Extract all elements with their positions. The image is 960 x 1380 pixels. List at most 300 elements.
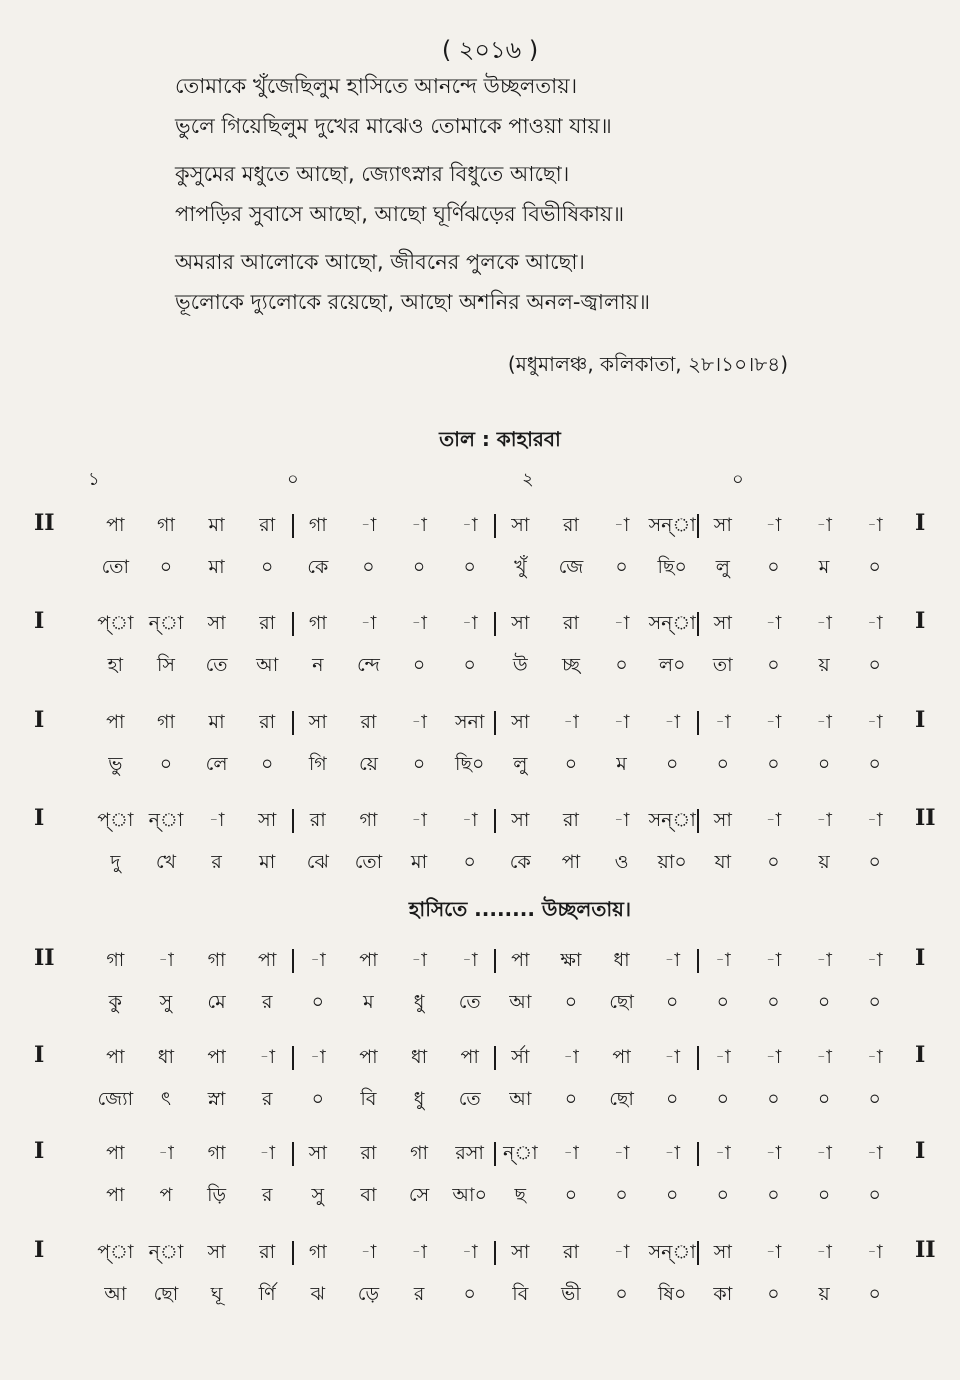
taal-heading: তাল : কাহারবা bbox=[439, 427, 561, 451]
swara-note: -া bbox=[461, 612, 478, 634]
bar-line-right: I bbox=[915, 707, 926, 733]
bar-line-left: I bbox=[34, 1138, 45, 1164]
bar-line-left: I bbox=[34, 805, 45, 831]
lyric-syllable: ০ bbox=[564, 1184, 578, 1206]
swara-note: গা bbox=[156, 711, 175, 733]
swara-note: -া bbox=[259, 1142, 275, 1164]
swara-note: সা bbox=[713, 1241, 732, 1263]
poem-line: ভুলে গিয়েছিলুম দুখের মাঝেও তোমাকে পাওয়া যায়॥ bbox=[175, 114, 612, 138]
lyric-syllable: আ০ bbox=[452, 1184, 487, 1206]
poem-source: (মধুমালঞ্চ, কলিকাতা, ২৮।১০।৮৪) bbox=[507, 352, 788, 376]
lyric-syllable: আ bbox=[104, 1283, 127, 1305]
swara-note: মা bbox=[208, 514, 225, 536]
swara-note: পা bbox=[511, 949, 530, 971]
notation-block bbox=[0, 805, 960, 905]
beat-divider bbox=[292, 612, 294, 636]
beat-divider bbox=[292, 1142, 294, 1166]
swara-note: রা bbox=[259, 612, 276, 634]
lyric-syllable: ষি০ bbox=[658, 1283, 687, 1305]
beat-divider bbox=[494, 1142, 496, 1166]
swara-note: গা bbox=[410, 1142, 429, 1164]
lyric-syllable: ন্দে bbox=[356, 654, 380, 676]
bar-line-left: I bbox=[34, 608, 45, 634]
swara-note: -া bbox=[158, 1142, 174, 1164]
swara-note: -া bbox=[816, 711, 832, 733]
lyric-syllable: তা bbox=[712, 654, 733, 676]
lyric-syllable: ০ bbox=[868, 654, 881, 676]
lyric-syllable: ০ bbox=[412, 753, 426, 775]
lyric-syllable: র bbox=[211, 851, 222, 873]
swara-note: ন্‌া bbox=[148, 809, 184, 831]
lyric-syllable: ০ bbox=[767, 1184, 780, 1206]
swara-note: -া bbox=[816, 949, 832, 971]
lyric-row bbox=[90, 749, 900, 783]
swara-note: -া bbox=[411, 949, 427, 971]
lyric-syllable: ০ bbox=[463, 851, 476, 873]
lyric-syllable: ০ bbox=[362, 556, 375, 578]
swara-note: রা bbox=[309, 809, 326, 831]
lyric-syllable: ০ bbox=[868, 851, 881, 873]
swara-note: -া bbox=[563, 1046, 579, 1068]
swara-note: সা bbox=[308, 1142, 327, 1164]
swara-note: পা bbox=[257, 949, 277, 971]
bar-line-left: I bbox=[34, 1237, 45, 1263]
lyric-syllable: মা bbox=[259, 851, 276, 873]
lyric-syllable: ছ bbox=[514, 1184, 527, 1206]
lyric-syllable: মা bbox=[208, 556, 225, 578]
swara-note: -া bbox=[816, 514, 832, 536]
lyric-syllable: ভী bbox=[561, 1283, 581, 1305]
swara-note: -া bbox=[411, 809, 427, 831]
lyric-syllable: আ bbox=[509, 991, 532, 1013]
lyric-row bbox=[90, 1279, 900, 1313]
swara-note: -া bbox=[411, 514, 427, 536]
lyric-syllable: ছো bbox=[609, 991, 634, 1013]
lyric-syllable: ০ bbox=[767, 1088, 780, 1110]
lyric-syllable: ০ bbox=[159, 753, 173, 775]
swara-note: -া bbox=[765, 612, 782, 634]
lyric-syllable: বি bbox=[360, 1088, 377, 1110]
bar-line-right: I bbox=[915, 1042, 926, 1068]
lyric-syllable: সু bbox=[311, 1184, 325, 1206]
swara-note: সা bbox=[511, 809, 530, 831]
swara-note: সা bbox=[258, 809, 277, 831]
lyric-syllable: ছি০ bbox=[657, 556, 687, 578]
swara-note: সা bbox=[207, 612, 226, 634]
lyric-syllable: ০ bbox=[767, 556, 780, 578]
swara-note: পা bbox=[359, 949, 378, 971]
page-number: ( ২০১৬ ) bbox=[441, 36, 539, 64]
beat-mark: ০ bbox=[732, 469, 744, 490]
lyric-syllable: ধু bbox=[413, 1088, 425, 1110]
lyric-syllable: ল০ bbox=[658, 654, 686, 676]
lyric-syllable: ০ bbox=[767, 654, 780, 676]
lyric-syllable: ম bbox=[616, 753, 627, 775]
swara-note: -া bbox=[461, 1241, 478, 1263]
poem-line: পাপড়ির সুবাসে আছো, আছো ঘূর্ণিঝড়ের বিভীষিকায়॥ bbox=[175, 202, 625, 226]
lyric-syllable: মা bbox=[411, 851, 428, 873]
swara-note: সা bbox=[511, 612, 530, 634]
lyric-syllable: জে bbox=[558, 556, 584, 578]
swara-note: ন্‌া bbox=[502, 1142, 538, 1164]
swara-note: -া bbox=[664, 949, 680, 971]
swara-note: -া bbox=[360, 1241, 377, 1263]
swara-note: প্‌া bbox=[97, 809, 134, 831]
swara-note: সন্‌া bbox=[648, 809, 696, 831]
lyric-syllable: কু bbox=[108, 991, 122, 1013]
swara-note: সা bbox=[308, 711, 327, 733]
bar-line-right: I bbox=[915, 1138, 926, 1164]
lyric-syllable: কা bbox=[713, 1283, 733, 1305]
lyric-syllable: ০ bbox=[564, 1088, 578, 1110]
lyric-syllable: তে bbox=[205, 654, 228, 676]
notation-block bbox=[0, 1237, 960, 1337]
lyric-syllable: ঝে bbox=[306, 851, 329, 873]
swara-note: পা bbox=[106, 514, 125, 536]
lyric-syllable: ০ bbox=[868, 1184, 881, 1206]
lyric-syllable: সু bbox=[159, 991, 173, 1013]
swara-note: রা bbox=[562, 612, 579, 634]
bar-line-left: I bbox=[34, 1042, 45, 1068]
swara-note: -া bbox=[461, 949, 478, 971]
swara-note: রা bbox=[360, 1142, 377, 1164]
beat-divider bbox=[697, 612, 699, 636]
swara-note: পা bbox=[106, 1142, 125, 1164]
lyric-syllable: ০ bbox=[311, 1088, 324, 1110]
swara-note: রা bbox=[259, 711, 276, 733]
swara-note: প্‌া bbox=[97, 612, 134, 634]
beat-divider bbox=[697, 514, 699, 538]
swara-note: -া bbox=[411, 612, 427, 634]
swara-note: রা bbox=[562, 514, 579, 536]
lyric-syllable: পা bbox=[561, 851, 581, 873]
lyric-syllable: ০ bbox=[868, 556, 881, 578]
lyric-syllable: আ bbox=[509, 1088, 532, 1110]
swara-note: -া bbox=[714, 1142, 731, 1164]
lyric-syllable: ঝ bbox=[310, 1283, 325, 1305]
refrain-line: হাসিতে ........ উচ্ছলতায়। bbox=[408, 897, 632, 921]
swara-note: -া bbox=[765, 1142, 782, 1164]
beat-mark: ১ bbox=[88, 469, 100, 490]
swara-note: -া bbox=[866, 514, 883, 536]
swara-note: সা bbox=[713, 809, 732, 831]
lyric-syllable: ০ bbox=[615, 1283, 628, 1305]
lyric-syllable: খে bbox=[155, 851, 177, 873]
beat-divider bbox=[494, 1241, 496, 1265]
beat-divider bbox=[292, 711, 294, 735]
swara-note: সনা bbox=[454, 711, 485, 733]
lyric-syllable: য়ে bbox=[358, 753, 378, 775]
swara-note: -া bbox=[765, 809, 782, 831]
lyric-syllable: ০ bbox=[615, 654, 628, 676]
lyric-syllable: চ্ছ bbox=[561, 654, 580, 676]
swara-note: ন্‌া bbox=[148, 1241, 184, 1263]
beat-divider bbox=[697, 1142, 699, 1166]
lyric-syllable: বা bbox=[360, 1184, 377, 1206]
lyric-syllable: ০ bbox=[868, 753, 881, 775]
lyric-syllable: ০ bbox=[615, 556, 628, 578]
lyric-syllable: ০ bbox=[311, 991, 324, 1013]
lyric-syllable: ০ bbox=[463, 556, 476, 578]
lyric-syllable: র্ণি bbox=[258, 1283, 276, 1305]
swara-note: -া bbox=[765, 514, 782, 536]
swara-note: গা bbox=[359, 809, 378, 831]
beat-divider bbox=[697, 809, 699, 833]
swara-note: পা bbox=[106, 1046, 125, 1068]
poem-line: কুসুমের মধুতে আছো, জ্যোৎস্নার বিধুতে আছো। bbox=[175, 162, 570, 186]
swara-note: -া bbox=[816, 1241, 832, 1263]
swara-note: রা bbox=[562, 1241, 579, 1263]
lyric-syllable: য়া০ bbox=[657, 851, 687, 873]
lyric-syllable: ০ bbox=[716, 1184, 729, 1206]
swara-note: -া bbox=[563, 711, 579, 733]
swara-note: -া bbox=[866, 1241, 883, 1263]
swara-note: রা bbox=[259, 514, 276, 536]
beat-divider bbox=[292, 809, 294, 833]
swara-note: -া bbox=[816, 612, 832, 634]
swara-note: সা bbox=[511, 1241, 530, 1263]
lyric-syllable: ০ bbox=[412, 654, 426, 676]
beat-divider bbox=[494, 514, 496, 538]
poem-line: অমরার আলোকে আছো, জীবনের পুলকে আছো। bbox=[175, 250, 585, 274]
swara-note: -া bbox=[208, 809, 225, 831]
lyric-syllable: ০ bbox=[817, 1088, 831, 1110]
beat-divider bbox=[697, 1046, 699, 1070]
beat-divider bbox=[292, 1046, 294, 1070]
lyric-syllable: ০ bbox=[412, 556, 426, 578]
lyric-syllable: কে bbox=[509, 851, 531, 873]
lyric-syllable: যা bbox=[714, 851, 732, 873]
lyric-syllable: ৎ bbox=[160, 1088, 172, 1110]
swara-note: গা bbox=[207, 1142, 226, 1164]
swara-note: সা bbox=[207, 1241, 226, 1263]
bar-line-left: II bbox=[34, 510, 55, 536]
lyric-syllable: সে bbox=[408, 1184, 430, 1206]
swara-note: রা bbox=[360, 711, 377, 733]
notation-block bbox=[0, 1042, 960, 1142]
swara-note: ধা bbox=[410, 1046, 428, 1068]
notation-block bbox=[0, 510, 960, 610]
lyric-syllable: পা bbox=[106, 1184, 125, 1206]
swara-note: গা bbox=[106, 949, 125, 971]
lyric-syllable: ছি০ bbox=[455, 753, 485, 775]
swara-note: -া bbox=[765, 711, 782, 733]
lyric-syllable: ০ bbox=[666, 753, 679, 775]
swara-note: সন্‌া bbox=[648, 1241, 696, 1263]
swara-note: -া bbox=[411, 1241, 427, 1263]
swara-note: -া bbox=[309, 1046, 326, 1068]
swara-note: সন্‌া bbox=[648, 514, 696, 536]
lyric-syllable: মে bbox=[207, 991, 226, 1013]
swara-note: পা bbox=[106, 711, 125, 733]
lyric-syllable: ছো bbox=[609, 1088, 634, 1110]
lyric-syllable: য় bbox=[818, 1283, 830, 1305]
bar-line-left: I bbox=[34, 707, 45, 733]
swara-note: -া bbox=[765, 1241, 782, 1263]
lyric-syllable: কে bbox=[307, 556, 329, 578]
swara-note: -া bbox=[816, 809, 832, 831]
lyric-syllable: খুঁ bbox=[514, 556, 527, 578]
lyric-syllable: ০ bbox=[564, 753, 578, 775]
beat-divider bbox=[292, 949, 294, 973]
beat-divider bbox=[697, 1241, 699, 1265]
swara-note: ধা bbox=[613, 949, 630, 971]
swara-note: সা bbox=[511, 711, 530, 733]
lyric-syllable: হা bbox=[107, 654, 124, 676]
beat-divider bbox=[697, 711, 699, 735]
lyric-syllable: ০ bbox=[666, 1184, 679, 1206]
lyric-row bbox=[90, 552, 900, 586]
swara-note: গা bbox=[156, 514, 175, 536]
lyric-syllable: ড়ি bbox=[207, 1184, 227, 1206]
swara-note: -া bbox=[866, 612, 883, 634]
swara-note: ধা bbox=[157, 1046, 175, 1068]
swara-note: রা bbox=[562, 809, 579, 831]
beat-divider bbox=[494, 949, 496, 973]
swara-note: ন্‌া bbox=[148, 612, 184, 634]
lyric-row bbox=[90, 847, 900, 881]
lyric-syllable: র bbox=[261, 1184, 273, 1206]
lyric-syllable: লু bbox=[513, 753, 528, 775]
swara-note: ক্ষা bbox=[560, 949, 582, 971]
swara-note: -া bbox=[866, 711, 883, 733]
swara-note: সা bbox=[713, 514, 732, 536]
bar-line-right: I bbox=[915, 608, 926, 634]
swara-note: -া bbox=[613, 711, 630, 733]
lyric-syllable: ০ bbox=[463, 654, 476, 676]
swara-note: -া bbox=[360, 514, 377, 536]
swara-note: -া bbox=[816, 1142, 832, 1164]
swara-note: -া bbox=[816, 1046, 832, 1068]
lyric-syllable: সি bbox=[156, 654, 175, 676]
lyric-syllable: ০ bbox=[716, 753, 729, 775]
lyric-syllable: ভু bbox=[108, 753, 123, 775]
swara-note: -া bbox=[613, 1142, 630, 1164]
notation-block bbox=[0, 945, 960, 1045]
lyric-syllable: ০ bbox=[261, 753, 274, 775]
lyric-syllable: জ্যো bbox=[97, 1088, 134, 1110]
lyric-syllable: ন bbox=[312, 654, 324, 676]
bar-line-left: II bbox=[34, 945, 55, 971]
lyric-syllable: ০ bbox=[261, 556, 274, 578]
lyric-syllable: তো bbox=[101, 556, 130, 578]
beat-divider bbox=[494, 711, 496, 735]
lyric-syllable: র bbox=[413, 1283, 425, 1305]
notation-block bbox=[0, 707, 960, 807]
lyric-syllable: ০ bbox=[767, 851, 780, 873]
swara-note: সন্‌া bbox=[648, 612, 696, 634]
beat-divider bbox=[292, 514, 294, 538]
lyric-syllable: দু bbox=[110, 851, 121, 873]
swara-note: পা bbox=[359, 1046, 378, 1068]
lyric-syllable: র bbox=[261, 991, 273, 1013]
swara-note: -া bbox=[714, 711, 731, 733]
swara-note: গা bbox=[207, 949, 226, 971]
lyric-syllable: তে bbox=[458, 1088, 481, 1110]
lyric-syllable: ০ bbox=[564, 991, 578, 1013]
swara-note: -া bbox=[664, 711, 680, 733]
swara-note: -া bbox=[461, 809, 478, 831]
lyric-syllable: ম bbox=[818, 556, 830, 578]
poem bbox=[175, 70, 855, 326]
swara-note: -া bbox=[664, 1046, 680, 1068]
beat-divider bbox=[494, 809, 496, 833]
swara-note: গা bbox=[308, 514, 327, 536]
lyric-syllable: ছো bbox=[153, 1283, 179, 1305]
swara-note: -া bbox=[765, 1046, 782, 1068]
lyric-syllable: ০ bbox=[767, 991, 780, 1013]
swara-note: -া bbox=[714, 1046, 731, 1068]
lyric-syllable: উ bbox=[512, 654, 528, 676]
lyric-syllable: আ bbox=[256, 654, 279, 676]
swara-note: -া bbox=[866, 809, 883, 831]
lyric-syllable: তো bbox=[354, 851, 383, 873]
lyric-syllable: ০ bbox=[716, 991, 729, 1013]
beat-divider bbox=[697, 949, 699, 973]
swara-note: র্সা bbox=[511, 1046, 530, 1068]
swara-note: -া bbox=[309, 949, 326, 971]
swara-note: পা bbox=[207, 1046, 226, 1068]
swara-note: -া bbox=[664, 1142, 680, 1164]
swara-note: রসা bbox=[455, 1142, 484, 1164]
lyric-syllable: য় bbox=[818, 654, 830, 676]
beat-marks bbox=[0, 465, 960, 493]
swara-note: -া bbox=[613, 809, 630, 831]
lyric-syllable: ০ bbox=[615, 1184, 628, 1206]
swara-note: -া bbox=[158, 949, 174, 971]
lyric-syllable: ০ bbox=[817, 1184, 831, 1206]
swara-note: -া bbox=[613, 514, 630, 536]
swara-note: গা bbox=[308, 1241, 327, 1263]
lyric-syllable: ০ bbox=[868, 1088, 881, 1110]
poem-line: তোমাকে খুঁজেছিলুম হাসিতে আনন্দে উচ্ছলতায়। bbox=[175, 74, 578, 98]
poem-line: ভূলোকে দ্যুলোকে রয়েছো, আছো অশনির অনল-জ্বালায়॥ bbox=[175, 290, 650, 314]
swara-note: -া bbox=[866, 1142, 883, 1164]
lyric-syllable: ০ bbox=[767, 753, 780, 775]
bar-line-right: II bbox=[915, 805, 936, 831]
swara-note: গা bbox=[308, 612, 327, 634]
lyric-syllable: ০ bbox=[868, 991, 881, 1013]
swara-note: -া bbox=[866, 1046, 883, 1068]
lyric-syllable: লু bbox=[715, 556, 730, 578]
bar-line-right: I bbox=[915, 510, 926, 536]
lyric-syllable: তে bbox=[458, 991, 481, 1013]
swara-note: -া bbox=[866, 949, 883, 971]
swara-note: পা bbox=[612, 1046, 631, 1068]
lyric-row bbox=[90, 650, 900, 684]
beat-mark: ২ bbox=[522, 469, 534, 490]
beat-divider bbox=[292, 1241, 294, 1265]
swara-note: প্‌া bbox=[97, 1241, 134, 1263]
lyric-row bbox=[90, 1084, 900, 1118]
lyric-syllable: ০ bbox=[666, 991, 679, 1013]
swara-note: -া bbox=[765, 949, 782, 971]
lyric-syllable: ০ bbox=[817, 991, 831, 1013]
swara-note: -া bbox=[461, 514, 478, 536]
swara-note: সা bbox=[511, 514, 530, 536]
bar-line-right: II bbox=[915, 1237, 936, 1263]
lyric-syllable: ০ bbox=[767, 1283, 780, 1305]
lyric-syllable: য় bbox=[818, 851, 830, 873]
swara-note: সা bbox=[713, 612, 732, 634]
bar-line-right: I bbox=[915, 945, 926, 971]
swara-note: -া bbox=[563, 1142, 579, 1164]
lyric-syllable: ০ bbox=[716, 1088, 729, 1110]
lyric-syllable: প bbox=[159, 1184, 173, 1206]
lyric-row bbox=[90, 987, 900, 1021]
lyric-syllable: লে bbox=[205, 753, 228, 775]
lyric-syllable: ০ bbox=[868, 1283, 881, 1305]
